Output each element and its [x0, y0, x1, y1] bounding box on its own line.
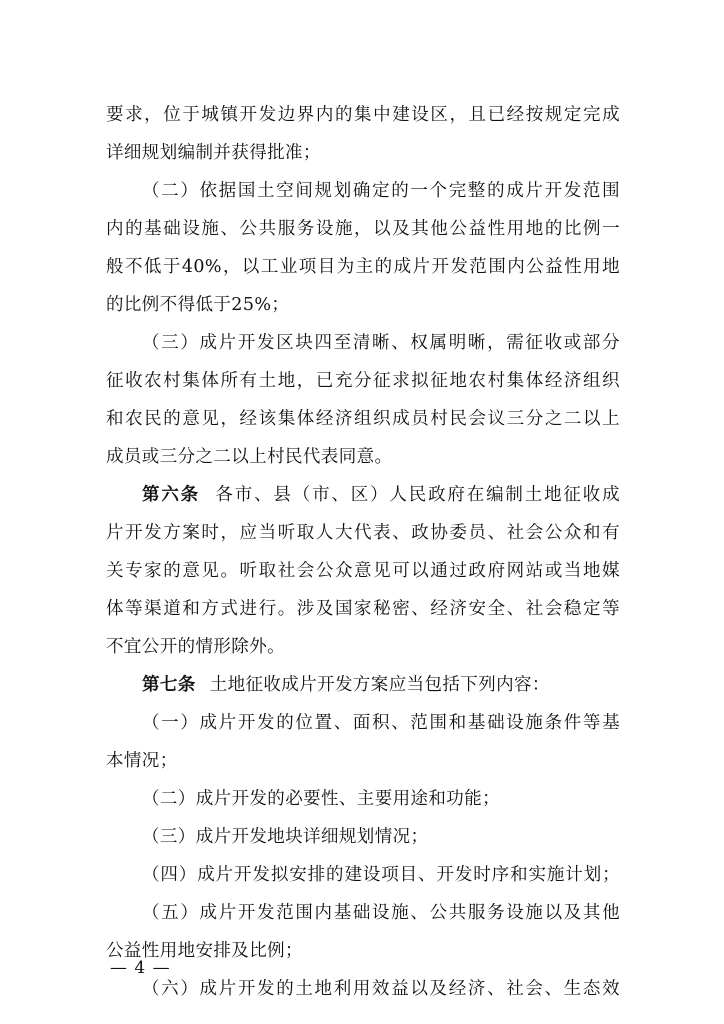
text-line: 关专家的意见。听取社会公众意见可以通过政府网站或当地媒 [106, 561, 620, 581]
text-line: 成员或三分之二以上村民代表同意。 [106, 447, 393, 467]
text-line: （五）成片开发范围内基础设施、公共服务设施以及其他 [142, 903, 620, 923]
text-line: 和农民的意见，经该集体经济组织成员村民会议三分之二以上 [106, 409, 620, 429]
text-line: 本情况； [106, 751, 178, 771]
text-line: 不宜公开的情形除外。 [106, 637, 285, 657]
text-line: 各市、县（市、区）人民政府在编制土地征收成 [214, 485, 620, 505]
text-line: 公益性用地安排及比例； [106, 941, 303, 961]
text-line: （二）依据国土空间规划确定的一个完整的成片开发范围 [142, 181, 620, 201]
text-line: （四）成片开发拟安排的建设项目、开发时序和实施计划； [142, 865, 620, 885]
document-body [106, 96, 620, 1008]
text-line: （三）成片开发区块四至清晰、权属明晰，需征收或部分 [142, 333, 620, 353]
text-line: （二）成片开发的必要性、主要用途和功能； [142, 789, 500, 809]
text-line: （一）成片开发的位置、面积、范围和基础设施条件等基 [142, 713, 620, 733]
article-heading: 第七条 [142, 675, 196, 695]
page-number: — 4 — [110, 958, 171, 978]
article-line [106, 666, 620, 704]
text-line: 的比例不得低于25%； [106, 295, 290, 315]
text-line: 要求，位于城镇开发边界内的集中建设区，且已经按规定完成 [106, 105, 620, 125]
text-line: 土地征收成片开发方案应当包括下列内容： [209, 675, 550, 695]
text-line: 详细规划编制并获得批准； [106, 143, 321, 163]
text-line: （六）成片开发的土地利用效益以及经济、社会、生态效 [142, 979, 620, 999]
text-line: 内的基础设施、公共服务设施，以及其他公益性用地的比例一 [106, 219, 620, 239]
article-heading: 第六条 [142, 485, 200, 505]
text-line: （三）成片开发地块详细规划情况； [142, 827, 429, 847]
text-line: 片开发方案时，应当听取人大代表、政协委员、社会公众和有 [106, 523, 620, 543]
text-line: 般不低于40%，以工业项目为主的成片开发范围内公益性用地 [106, 257, 620, 277]
article-line [106, 476, 620, 514]
text-line: 体等渠道和方式进行。涉及国家秘密、经济安全、社会稳定等 [106, 599, 620, 619]
text-line: 征收农村集体所有土地，已充分征求拟征地农村集体经济组织 [106, 371, 620, 391]
